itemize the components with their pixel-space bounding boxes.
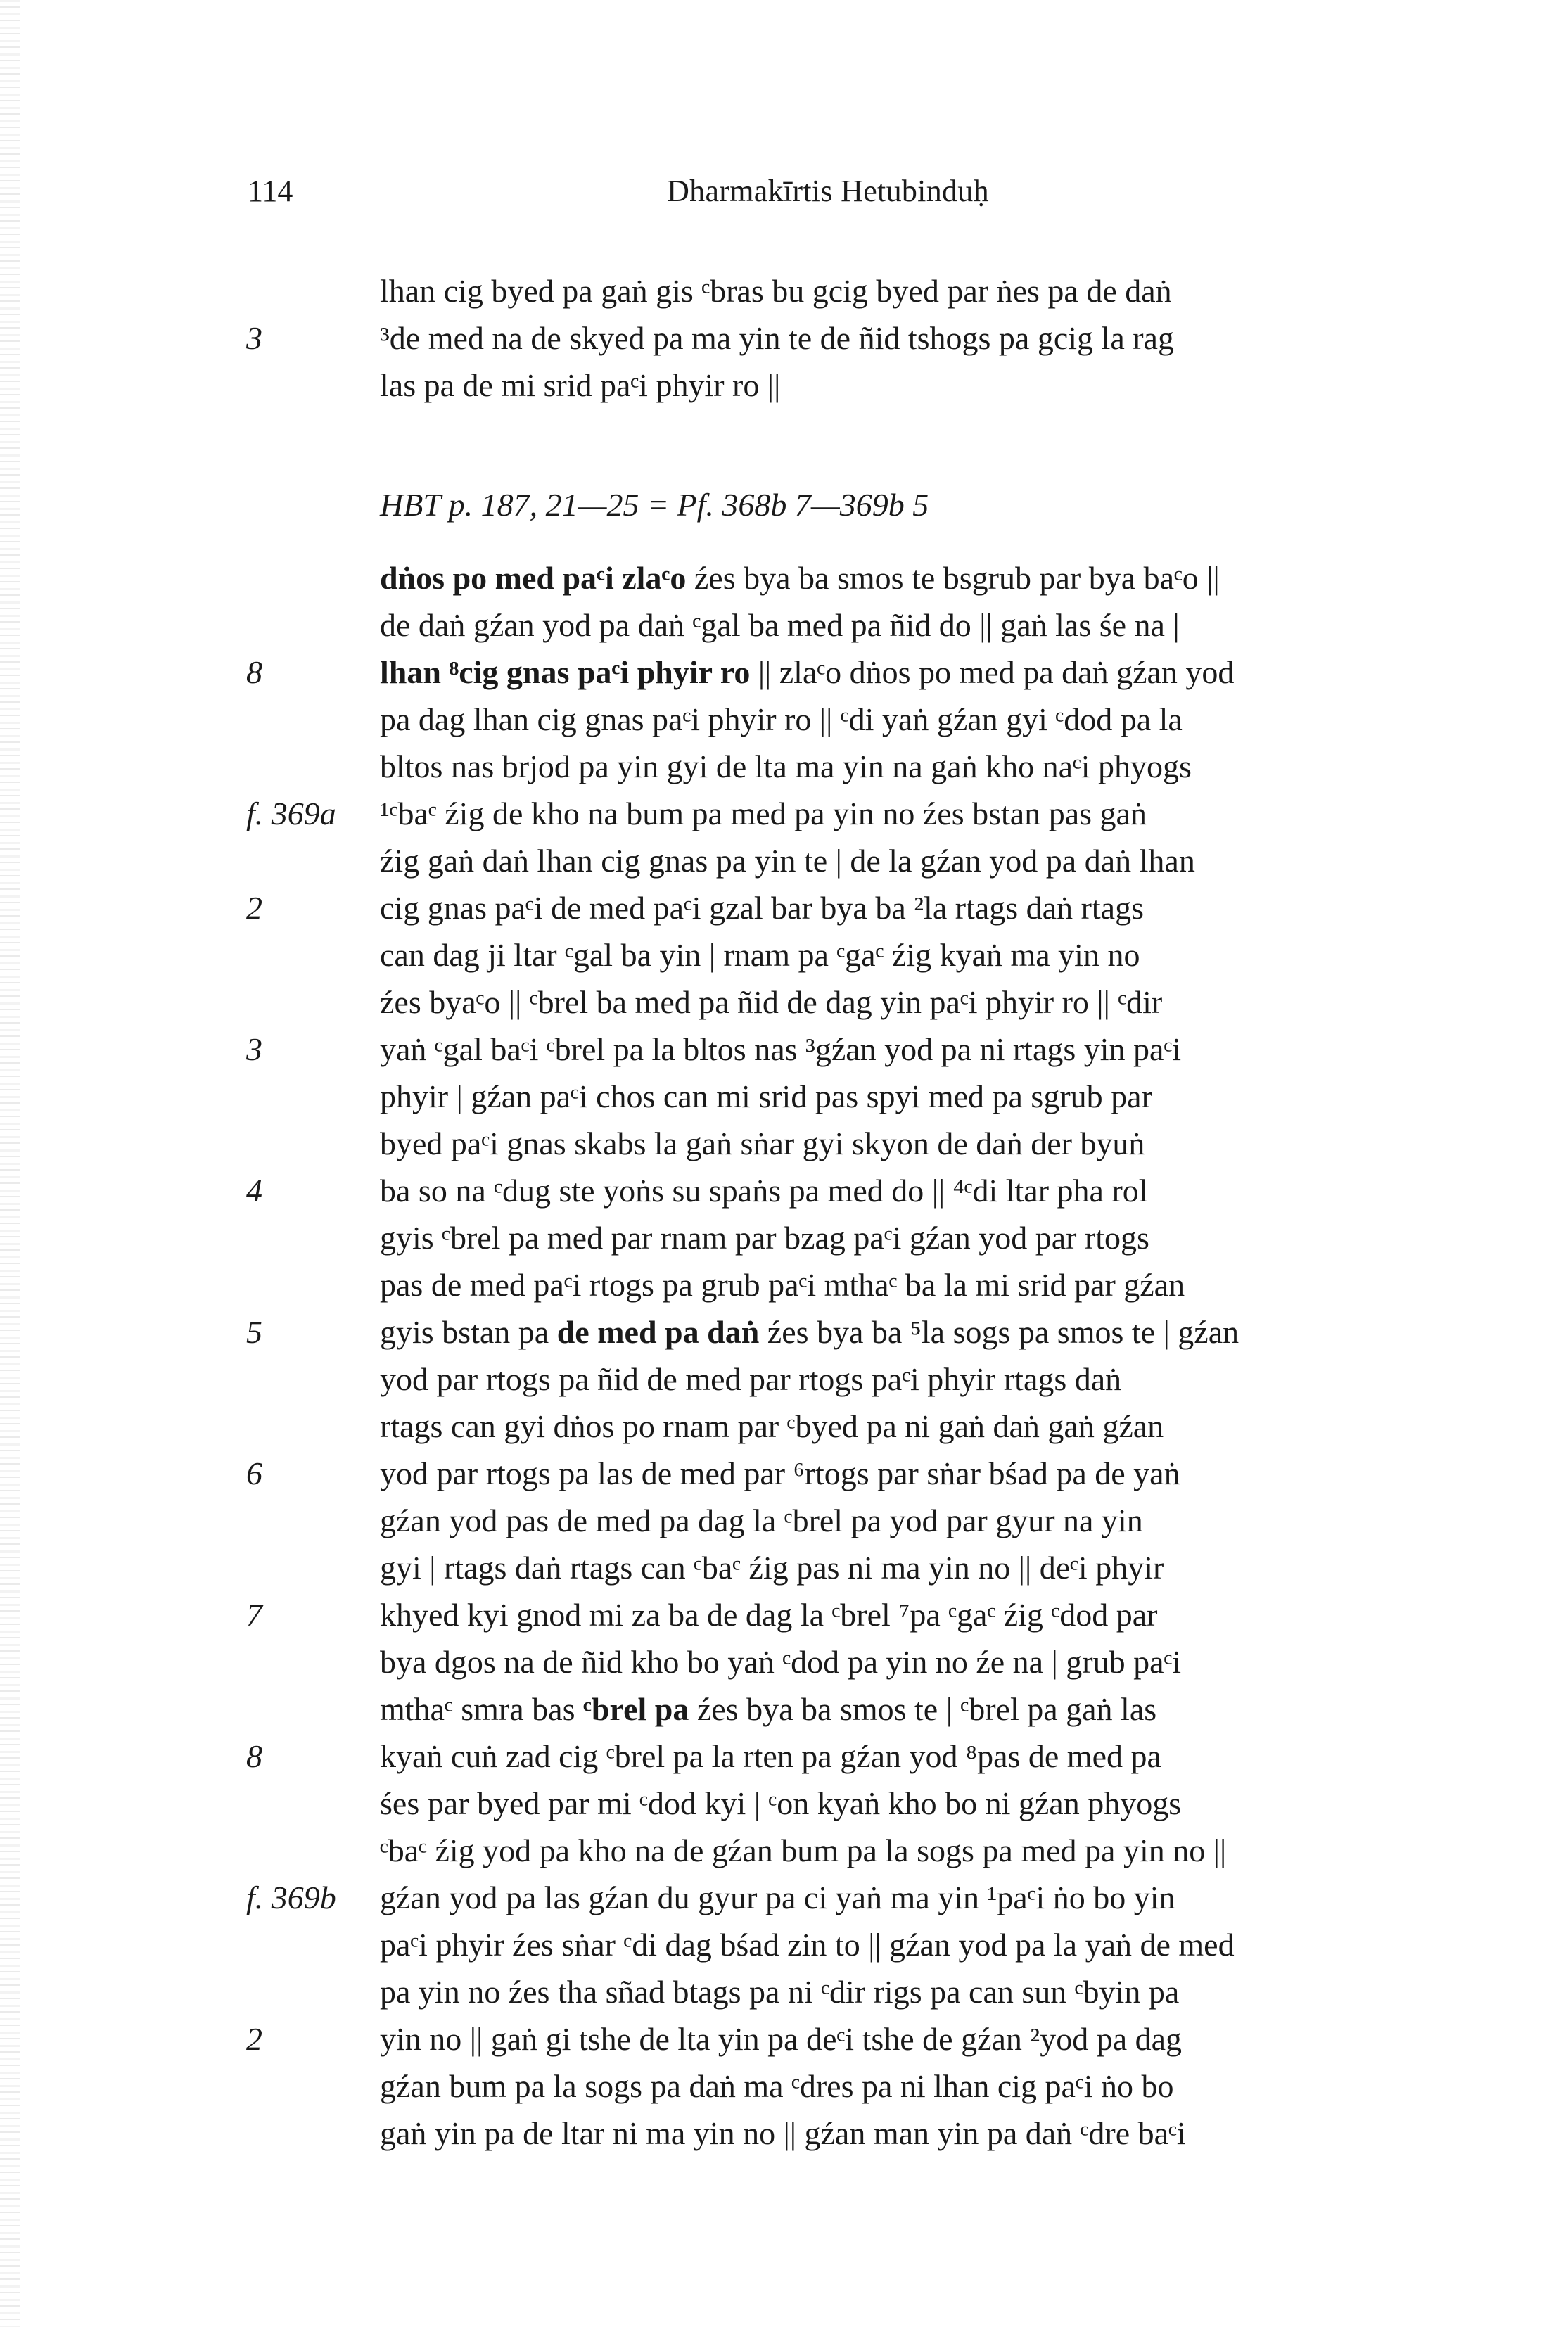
line-text: ba so na ᶜdug ste yoṅs su spaṅs pa med do || ⁴ᶜdi ltar pha rol: [380, 1173, 1148, 1209]
line-text: rtags can gyi dṅos po rnam par ᶜbyed pa ni gaṅ daṅ gaṅ gźan: [380, 1408, 1164, 1444]
line-text: kyaṅ cuṅ zad cig ᶜbrel pa la rten pa gźan yod ⁸pas de med pa: [380, 1738, 1161, 1774]
text-line: [0, 1073, 1568, 1120]
margin-line-number: 2: [246, 890, 262, 926]
text-line: [0, 1026, 1568, 1073]
margin-line-number: f. 369b: [246, 1880, 336, 1915]
line-text: gźan bum pa la sogs pa daṅ ma ᶜdres pa ni lhan cig paᶜi ṅo bo: [380, 2068, 1174, 2104]
margin-line-number: 3: [246, 320, 262, 356]
line-text: źig gaṅ daṅ lhan cig gnas pa yin te | de la gźan yod pa daṅ lhan: [380, 843, 1195, 879]
text-line: [0, 978, 1568, 1026]
text-line: [0, 1921, 1568, 1968]
text-line: [0, 1780, 1568, 1827]
line-text: ᶜbaᶜ źig yod pa kho na de gźan bum pa la sogs pa med pa yin no ||: [380, 1832, 1227, 1868]
text-line: [0, 884, 1568, 931]
line-text: phyir | gźan paᶜi chos can mi srid pas spyi med pa sgrub par: [380, 1078, 1152, 1114]
line-text: cig gnas paᶜi de med paᶜi gzal bar bya ba ²la rtags daṅ rtags: [380, 890, 1144, 926]
text-line: [0, 2110, 1568, 2157]
line-text: pas de med paᶜi rtogs pa grub paᶜi mthaᶜ ba la mi srid par gźan: [380, 1267, 1185, 1303]
line-text: gyi | rtags daṅ rtags can ᶜbaᶜ źig pas ni ma yin no || deᶜi phyir: [380, 1550, 1164, 1586]
text-line: [0, 1874, 1568, 1921]
line-text: pa yin no źes tha sñad btags pa ni ᶜdir rigs pa can sun ᶜbyin pa: [380, 1974, 1180, 2010]
line-text: gyis bstan pa de med pa daṅ źes bya ba ⁵la sogs pa smos te | gźan: [380, 1314, 1239, 1350]
margin-line-number: 6: [246, 1455, 262, 1491]
line-text: can dag ji ltar ᶜgal ba yin | rnam pa ᶜgaᶜ źig kyaṅ ma yin no: [380, 937, 1140, 973]
text-line: [0, 1733, 1568, 1780]
line-text: mthaᶜ smra bas ᶜbrel pa źes bya ba smos te | ᶜbrel pa gaṅ las: [380, 1691, 1157, 1727]
text-line: [0, 2015, 1568, 2063]
text-line: [0, 1968, 1568, 2015]
text-line: [0, 1638, 1568, 1685]
text-line: [0, 362, 1568, 409]
line-text: yin no || gaṅ gi tshe de lta yin pa deᶜi tshe de gźan ²yod pa dag: [380, 2021, 1183, 2057]
line-text: lhan ⁸cig gnas paᶜi phyir ro || zlaᶜo dṅos po med pa daṅ gźan yod: [380, 654, 1235, 690]
page-header: [248, 169, 1408, 214]
text-line: [0, 696, 1568, 743]
text-line: [0, 1167, 1568, 1214]
margin-line-number: 3: [246, 1031, 262, 1067]
line-text: byed paᶜi gnas skabs la gaṅ sṅar gyi skyon de daṅ der byuṅ: [380, 1126, 1145, 1161]
margin-line-number: 2: [246, 2021, 262, 2057]
text-line: [0, 1214, 1568, 1261]
text-line: [0, 1685, 1568, 1733]
text-line: [0, 1356, 1568, 1403]
text-line: [0, 1403, 1568, 1450]
text-line: [0, 1591, 1568, 1638]
text-line: [0, 1827, 1568, 1874]
reference-line: [0, 481, 1568, 528]
text-block-1: [0, 267, 1568, 409]
margin-line-number: 4: [246, 1173, 262, 1209]
source-reference: HBT p. 187, 21—25 = Pf. 368b 7—369b 5: [380, 487, 929, 523]
text-line: [0, 649, 1568, 696]
line-text: khyed kyi gnod mi za ba de dag la ᶜbrel ⁷pa ᶜgaᶜ źig ᶜdod par: [380, 1597, 1158, 1633]
text-line: [0, 1261, 1568, 1308]
text-line: [0, 1497, 1568, 1544]
line-text: śes par byed par mi ᶜdod kyi | ᶜon kyaṅ kho bo ni gźan phyogs: [380, 1785, 1182, 1821]
text-line: [0, 601, 1568, 649]
margin-line-number: f. 369a: [246, 796, 336, 831]
line-text: de daṅ gźan yod pa daṅ ᶜgal ba med pa ñid do || gaṅ las śe na |: [380, 607, 1180, 643]
line-text: yod par rtogs pa ñid de med par rtogs paᶜi phyir rtags daṅ: [380, 1361, 1122, 1397]
text-line: [0, 837, 1568, 884]
text-block-2: [0, 554, 1568, 2157]
text-line: [0, 2063, 1568, 2110]
line-text: yaṅ ᶜgal baᶜi ᶜbrel pa la bltos nas ³gźan yod pa ni rtags yin paᶜi: [380, 1031, 1182, 1067]
line-text: gźan yod pas de med pa dag la ᶜbrel pa yod par gyur na yin: [380, 1503, 1143, 1538]
line-text: ³de med na de skyed pa ma yin te de ñid tshogs pa gcig la rag: [380, 320, 1174, 356]
text-line: [0, 1544, 1568, 1591]
line-text: źes byaᶜo || ᶜbrel ba med pa ñid de dag yin paᶜi phyir ro || ᶜdir: [380, 984, 1163, 1020]
running-title: Dharmakīrtis Hetubinduḥ: [667, 174, 989, 208]
margin-line-number: 8: [246, 1738, 262, 1774]
line-text: dṅos po med paᶜi zlaᶜo źes bya ba smos te bsgrub par bya baᶜo ||: [380, 560, 1220, 596]
line-text: ¹ᶜbaᶜ źig de kho na bum pa med pa yin no źes bstan pas gaṅ: [380, 796, 1147, 831]
line-text: bya dgos na de ñid kho bo yaṅ ᶜdod pa yin no źe na | grub paᶜi: [380, 1644, 1182, 1680]
margin-line-number: 5: [246, 1314, 262, 1350]
text-line: [0, 790, 1568, 837]
text-line: [0, 314, 1568, 362]
line-text: bltos nas brjod pa yin gyi de lta ma yin na gaṅ kho naᶜi phyogs: [380, 748, 1192, 784]
line-text: yod par rtogs pa las de med par ⁶rtogs par sṅar bśad pa de yaṅ: [380, 1455, 1180, 1491]
line-text: pa dag lhan cig gnas paᶜi phyir ro || ᶜdi yaṅ gźan gyi ᶜdod pa la: [380, 701, 1183, 737]
text-line: [0, 1450, 1568, 1497]
text-line: [0, 554, 1568, 601]
text-line: [0, 1120, 1568, 1167]
text-line: [0, 267, 1568, 314]
text-line: [0, 931, 1568, 978]
text-line: [0, 743, 1568, 790]
text-line: [0, 1308, 1568, 1356]
line-text: gyis ᶜbrel pa med par rnam par bzag paᶜi gźan yod par rtogs: [380, 1220, 1149, 1256]
line-text: lhan cig byed pa gaṅ gis ᶜbras bu gcig byed par ṅes pa de daṅ: [380, 273, 1172, 309]
margin-line-number: 8: [246, 654, 262, 690]
line-text: gaṅ yin pa de ltar ni ma yin no || gźan man yin pa daṅ ᶜdre baᶜi: [380, 2115, 1186, 2151]
line-text: gźan yod pa las gźan du gyur pa ci yaṅ ma yin ¹paᶜi ṅo bo yin: [380, 1880, 1175, 1915]
line-text: paᶜi phyir źes sṅar ᶜdi dag bśad zin to || gźan yod pa la yaṅ de med: [380, 1927, 1235, 1963]
margin-line-number: 7: [246, 1597, 262, 1633]
line-text: las pa de mi srid paᶜi phyir ro ||: [380, 367, 781, 403]
page-number: 114: [248, 174, 293, 208]
